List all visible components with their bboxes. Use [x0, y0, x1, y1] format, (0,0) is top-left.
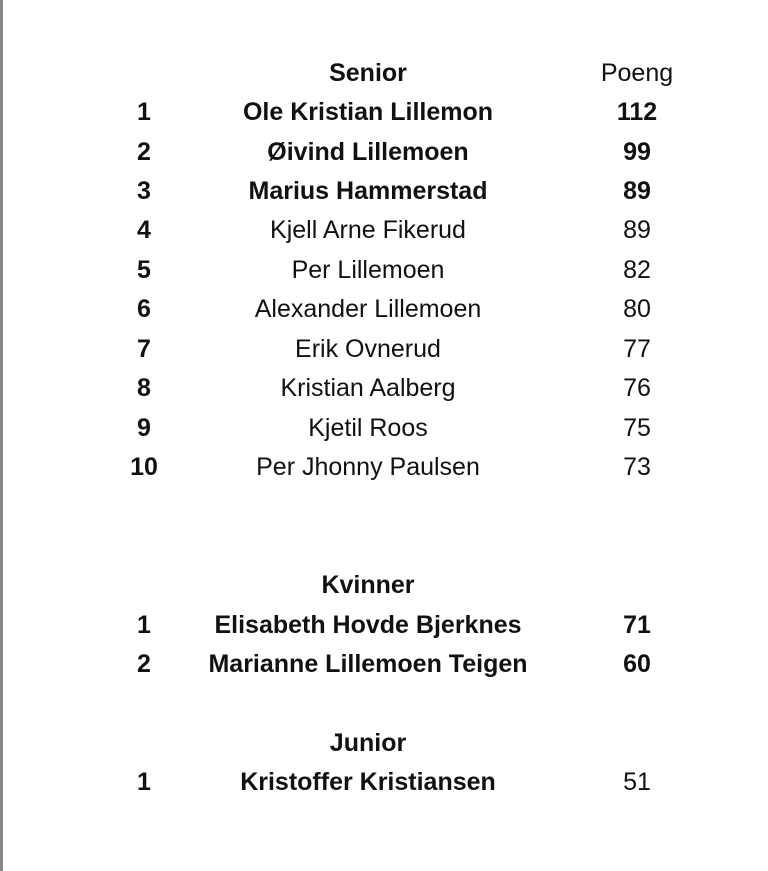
- points-value: 76: [623, 374, 651, 402]
- athlete-name: Erik Ovnerud: [295, 335, 441, 363]
- points-value: 112: [616, 98, 658, 126]
- points-value: 71: [623, 611, 651, 639]
- kvinner-row-2: [0, 646, 768, 682]
- athlete-name: Per Lillemoen: [291, 256, 445, 284]
- senior-row-4: [0, 212, 768, 248]
- senior-row-3: [0, 173, 768, 209]
- senior-section-title: Senior: [329, 59, 407, 87]
- athlete-name: Kjetil Roos: [308, 414, 428, 442]
- points-value: 89: [623, 216, 651, 244]
- rank: 5: [137, 256, 151, 284]
- senior-header-row: [0, 55, 768, 91]
- rank: 2: [137, 138, 151, 166]
- athlete-name: Kristoffer Kristiansen: [240, 768, 496, 796]
- points-value: 77: [623, 335, 651, 363]
- athlete-name: Kjell Arne Fikerud: [270, 216, 466, 244]
- kvinner-header-row: [0, 567, 768, 603]
- senior-row-5: [0, 252, 768, 288]
- rank: 10: [130, 453, 158, 481]
- points-value: 89: [623, 177, 651, 205]
- rank: 2: [137, 650, 151, 678]
- senior-row-9: [0, 410, 768, 446]
- points-value: 82: [623, 256, 651, 284]
- rank: 7: [137, 335, 151, 363]
- athlete-name: Ole Kristian Lillemon: [242, 98, 494, 126]
- points-value: 80: [623, 295, 651, 323]
- points-value: 51: [623, 768, 651, 796]
- junior-section-title: Junior: [329, 729, 407, 757]
- athlete-name: Kristian Aalberg: [280, 374, 456, 402]
- senior-row-6: [0, 291, 768, 327]
- rank: 9: [137, 414, 151, 442]
- athlete-name: Øivind Lillemoen: [267, 138, 469, 166]
- rank: 4: [137, 216, 151, 244]
- athlete-name: Marius Hammerstad: [248, 177, 488, 205]
- rank: 6: [137, 295, 151, 323]
- athlete-name: Alexander Lillemoen: [254, 295, 482, 323]
- rank: 3: [137, 177, 151, 205]
- kvinner-row-1: [0, 607, 768, 643]
- rank: 1: [137, 98, 151, 126]
- senior-row-7: [0, 331, 768, 367]
- points-value: 73: [623, 453, 651, 481]
- rank: 1: [137, 768, 151, 796]
- senior-row-8: [0, 370, 768, 406]
- rank: 8: [137, 374, 151, 402]
- senior-row-2: [0, 134, 768, 170]
- senior-row-10: [0, 449, 768, 485]
- junior-header-row: [0, 725, 768, 761]
- athlete-name: Elisabeth Hovde Bjerknes: [214, 611, 522, 639]
- athlete-name: Marianne Lillemoen Teigen: [208, 650, 528, 678]
- senior-row-1: [0, 94, 768, 130]
- points-column-header: Poeng: [600, 59, 674, 87]
- athlete-name: Per Jhonny Paulsen: [256, 453, 480, 481]
- points-value: 75: [623, 414, 651, 442]
- kvinner-section-title: Kvinner: [321, 571, 415, 599]
- junior-row-1: [0, 764, 768, 800]
- points-value: 60: [623, 650, 651, 678]
- rank: 1: [137, 611, 151, 639]
- points-value: 99: [623, 138, 651, 166]
